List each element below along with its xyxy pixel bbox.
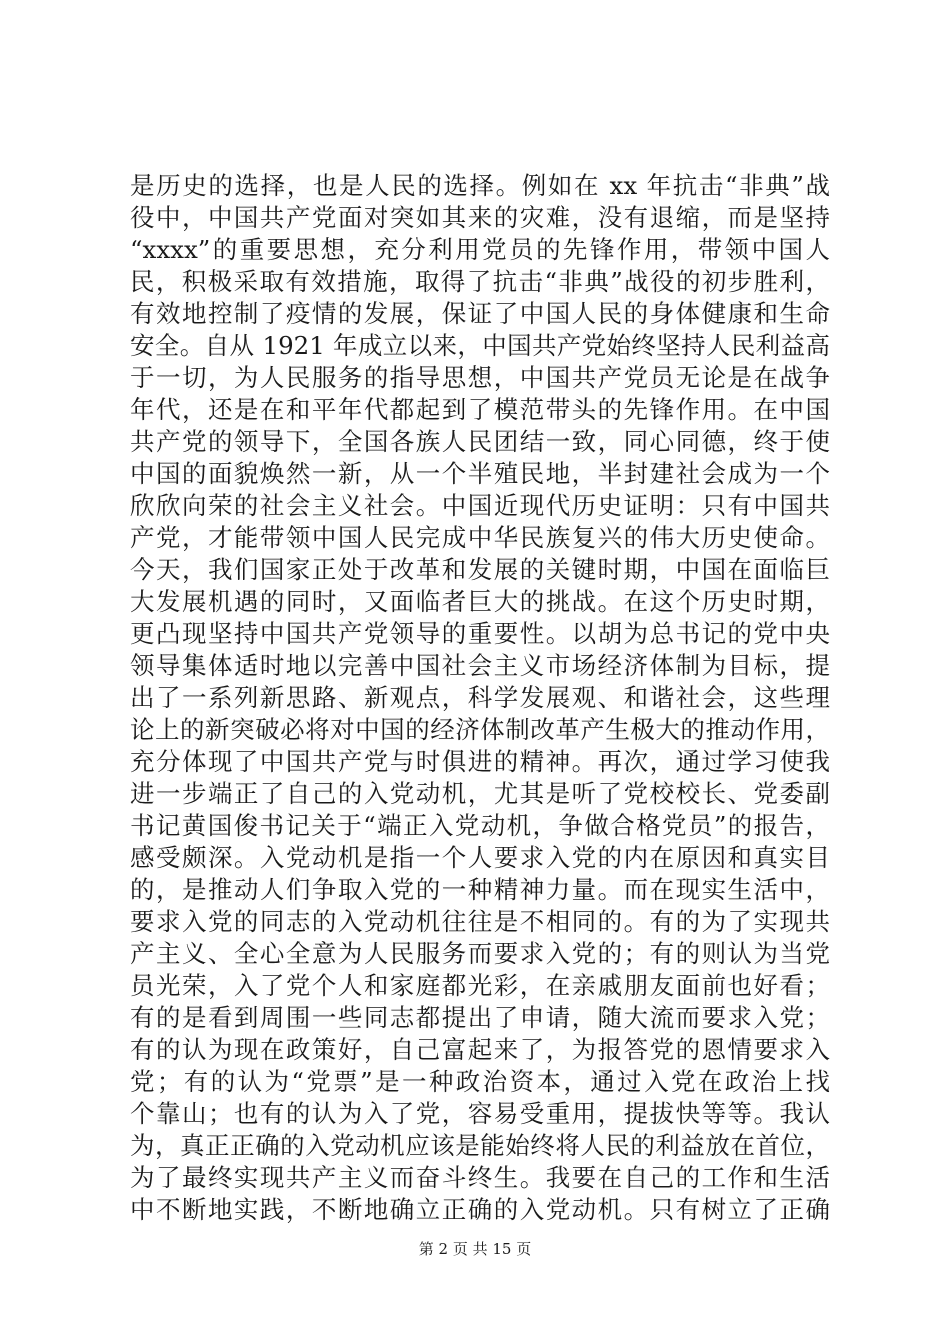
text-line: 是历史的选择，也是人民的选择。例如在 xx 年抗击“非典”战 (130, 171, 830, 200)
text-line: 个靠山；也有的认为入了党，容易受重用，提拔快等等。我认 (130, 1099, 830, 1128)
text-line: 产主义、全心全意为人民服务而要求入党的；有的则认为当党 (130, 939, 830, 968)
text-line: 的，是推动人们争取入党的一种精神力量。而在现实生活中， (130, 875, 830, 904)
text-line: 中不断地实践，不断地确立正确的入党动机。只有树立了正确 (130, 1195, 830, 1224)
text-line: 充分体现了中国共产党与时俱进的精神。再次，通过学习使我 (130, 747, 830, 776)
text-line: 中国的面貌焕然一新，从一个半殖民地，半封建社会成为一个 (130, 459, 830, 488)
text-line: 为，真正正确的入党动机应该是能始终将人民的利益放在首位， (130, 1131, 830, 1160)
text-line: 安全。自从 1921 年成立以来，中国共产党始终坚持人民利益高 (130, 331, 830, 360)
text-line: 产党，才能带领中国人民完成中华民族复兴的伟大历史使命。 (130, 523, 830, 552)
text-line: 有的是看到周围一些同志都提出了申请，随大流而要求入党； (130, 1003, 830, 1032)
text-line: 党；有的认为“党票”是一种政治资本，通过入党在政治上找 (130, 1067, 830, 1096)
text-line: 共产党的领导下，全国各族人民团结一致，同心同德，终于使 (130, 427, 830, 456)
text-line: 今天，我们国家正处于改革和发展的关键时期，中国在面临巨 (130, 555, 830, 584)
text-line: 大发展机遇的同时，又面临者巨大的挑战。在这个历史时期， (130, 587, 830, 616)
text-line: 有效地控制了疫情的发展，保证了中国人民的身体健康和生命 (130, 299, 830, 328)
text-line: 有的认为现在政策好，自己富起来了，为报答党的恩情要求入 (130, 1035, 830, 1064)
text-line: 欣欣向荣的社会主义社会。中国近现代历史证明：只有中国共 (130, 491, 830, 520)
text-line: 领导集体适时地以完善中国社会主义市场经济体制为目标，提 (130, 651, 830, 680)
text-line: 感受颇深。入党动机是指一个人要求入党的内在原因和真实目 (130, 843, 830, 872)
body-text (130, 170, 830, 1226)
text-line: 年代，还是在和平年代都起到了模范带头的先锋作用。在中国 (130, 395, 830, 424)
page-number-footer: 第 2 页 共 15 页 (418, 1240, 532, 1258)
text-line: 民，积极采取有效措施，取得了抗击“非典”战役的初步胜利， (130, 267, 830, 296)
text-line: 员光荣，入了党个人和家庭都光彩，在亲戚朋友面前也好看； (130, 971, 830, 1000)
text-line: “xxxx”的重要思想，充分利用党员的先锋作用，带领中国人 (130, 235, 830, 264)
text-line: 论上的新突破必将对中国的经济体制改革产生极大的推动作用， (130, 715, 830, 744)
text-line: 进一步端正了自己的入党动机，尤其是听了党校校长、党委副 (130, 779, 830, 808)
text-line: 于一切，为人民服务的指导思想，中国共产党员无论是在战争 (130, 363, 830, 392)
text-line: 书记黄国俊书记关于“端正入党动机，争做合格党员”的报告， (130, 811, 830, 840)
text-line: 要求入党的同志的入党动机往往是不相同的。有的为了实现共 (130, 907, 830, 936)
text-line: 役中，中国共产党面对突如其来的灾难，没有退缩，而是坚持 (130, 203, 830, 232)
text-line: 更凸现坚持中国共产党领导的重要性。以胡为总书记的党中央 (130, 619, 830, 648)
text-line: 为了最终实现共产主义而奋斗终生。我要在自己的工作和生活 (130, 1163, 830, 1192)
text-line: 出了一系列新思路、新观点，科学发展观、和谐社会，这些理 (130, 683, 830, 712)
